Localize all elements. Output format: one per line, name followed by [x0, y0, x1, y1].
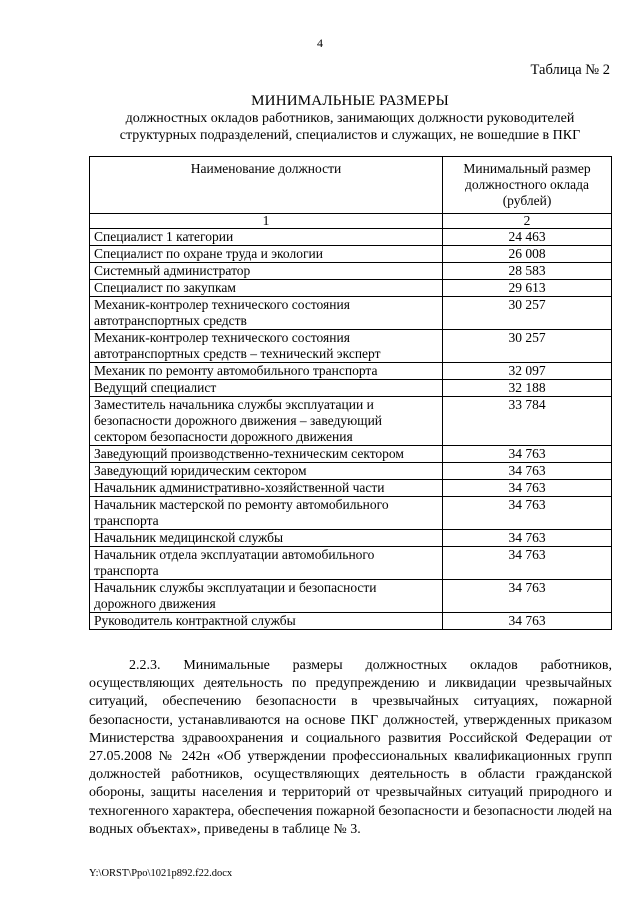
position-name: Механик-контролер технического состояния автотранспортных средств — [90, 297, 443, 330]
table-row — [90, 530, 612, 547]
min-salary-value: 30 257 — [443, 330, 612, 363]
position-name: Заведующий производственно-техническим сектором — [90, 446, 443, 463]
table-row — [90, 547, 612, 580]
position-name: Специалист по охране труда и экологии — [90, 246, 443, 263]
table-row — [90, 613, 612, 630]
column-number-1: 1 — [90, 214, 443, 229]
table-row — [90, 229, 612, 246]
min-salary-value: 28 583 — [443, 263, 612, 280]
position-name: Специалист по закупкам — [90, 280, 443, 297]
table-row — [90, 446, 612, 463]
table-row — [90, 480, 612, 497]
footer-file-path: Y:\ORST\Ppo\1021p892.f22.docx — [89, 868, 233, 879]
table-row — [90, 280, 612, 297]
min-salary-value: 32 097 — [443, 363, 612, 380]
position-name: Специалист 1 категории — [90, 229, 443, 246]
table-row — [90, 463, 612, 480]
position-name: Начальник службы эксплуатации и безопасности дорожного движения — [90, 580, 443, 613]
position-name: Начальник административно-хозяйственной части — [90, 480, 443, 497]
column-number-2: 2 — [443, 214, 612, 229]
min-salary-value: 34 763 — [443, 463, 612, 480]
min-salary-value: 34 763 — [443, 480, 612, 497]
table-row — [90, 397, 612, 446]
min-salary-value: 24 463 — [443, 229, 612, 246]
table-row — [90, 246, 612, 263]
min-salary-value: 30 257 — [443, 297, 612, 330]
page-number: 4 — [317, 36, 323, 50]
table-row — [90, 363, 612, 380]
position-name: Руководитель контрактной службы — [90, 613, 443, 630]
position-name: Ведущий специалист — [90, 380, 443, 397]
min-salary-value: 33 784 — [443, 397, 612, 446]
min-salary-value: 34 763 — [443, 580, 612, 613]
table-body — [90, 229, 612, 630]
header-min-salary: Минимальный размер должностного оклада (рублей) — [443, 157, 612, 214]
position-name: Начальник отдела эксплуатации автомобильного транспорта — [90, 547, 443, 580]
table-row — [90, 263, 612, 280]
position-name: Заведующий юридическим сектором — [90, 463, 443, 480]
title-line-3: структурных подразделений, специалистов и служащих, не вошедшие в ПКГ — [119, 128, 581, 143]
min-salary-value: 34 763 — [443, 446, 612, 463]
position-name: Системный администратор — [90, 263, 443, 280]
table-row — [90, 580, 612, 613]
min-salary-value: 34 763 — [443, 497, 612, 530]
body-paragraph: 2.2.3. Минимальные размеры должностных окладов работников, осуществляющих деятельность по предупреждению и ликвидации чрезвычайных ситуаций, обеспечению безопасности в чрезвычайных ситуациях, пожарной безопасности, устанавливаются на основе ПКГ должностей, утвержденных приказом Министерства здравоохранения и социального развития Российской Федерации от 27.05.2008 № 242н «Об утверждении профессиональных квалификационных групп должностей работников, осуществляющих деятельность в области гражданской обороны, защиты населения и территорий от чрезвычайных ситуаций природного и техногенного характера, обеспечения пожарной безопасности и безопасности людей на водных объектах», приведены в таблице № 3. — [89, 658, 612, 837]
min-salary-value: 34 763 — [443, 613, 612, 630]
position-name: Начальник медицинской службы — [90, 530, 443, 547]
position-name: Заместитель начальника службы эксплуатации и безопасности дорожного движения – заведующий сектором безопасности дорожного движения — [90, 397, 443, 446]
table-row — [90, 497, 612, 530]
min-salary-value: 29 613 — [443, 280, 612, 297]
table-row — [90, 297, 612, 330]
min-salary-value: 32 188 — [443, 380, 612, 397]
table-header-row — [90, 157, 612, 214]
table-label: Таблица № 2 — [530, 62, 610, 78]
min-salary-value: 34 763 — [443, 530, 612, 547]
position-name: Механик-контролер технического состояния автотранспортных средств – технический эксперт — [90, 330, 443, 363]
min-salary-value: 34 763 — [443, 547, 612, 580]
title-main: МИНИМАЛЬНЫЕ РАЗМЕРЫ — [251, 93, 449, 109]
header-position-name: Наименование должности — [90, 157, 443, 214]
position-name: Начальник мастерской по ремонту автомобильного транспорта — [90, 497, 443, 530]
position-name: Механик по ремонту автомобильного транспорта — [90, 363, 443, 380]
table-row — [90, 330, 612, 363]
title-line-2: должностных окладов работников, занимающих должности руководителей — [125, 111, 575, 126]
table-row — [90, 380, 612, 397]
table-numbering-row — [90, 214, 612, 229]
table-title — [60, 93, 640, 144]
min-salary-value: 26 008 — [443, 246, 612, 263]
salary-table — [89, 156, 612, 630]
